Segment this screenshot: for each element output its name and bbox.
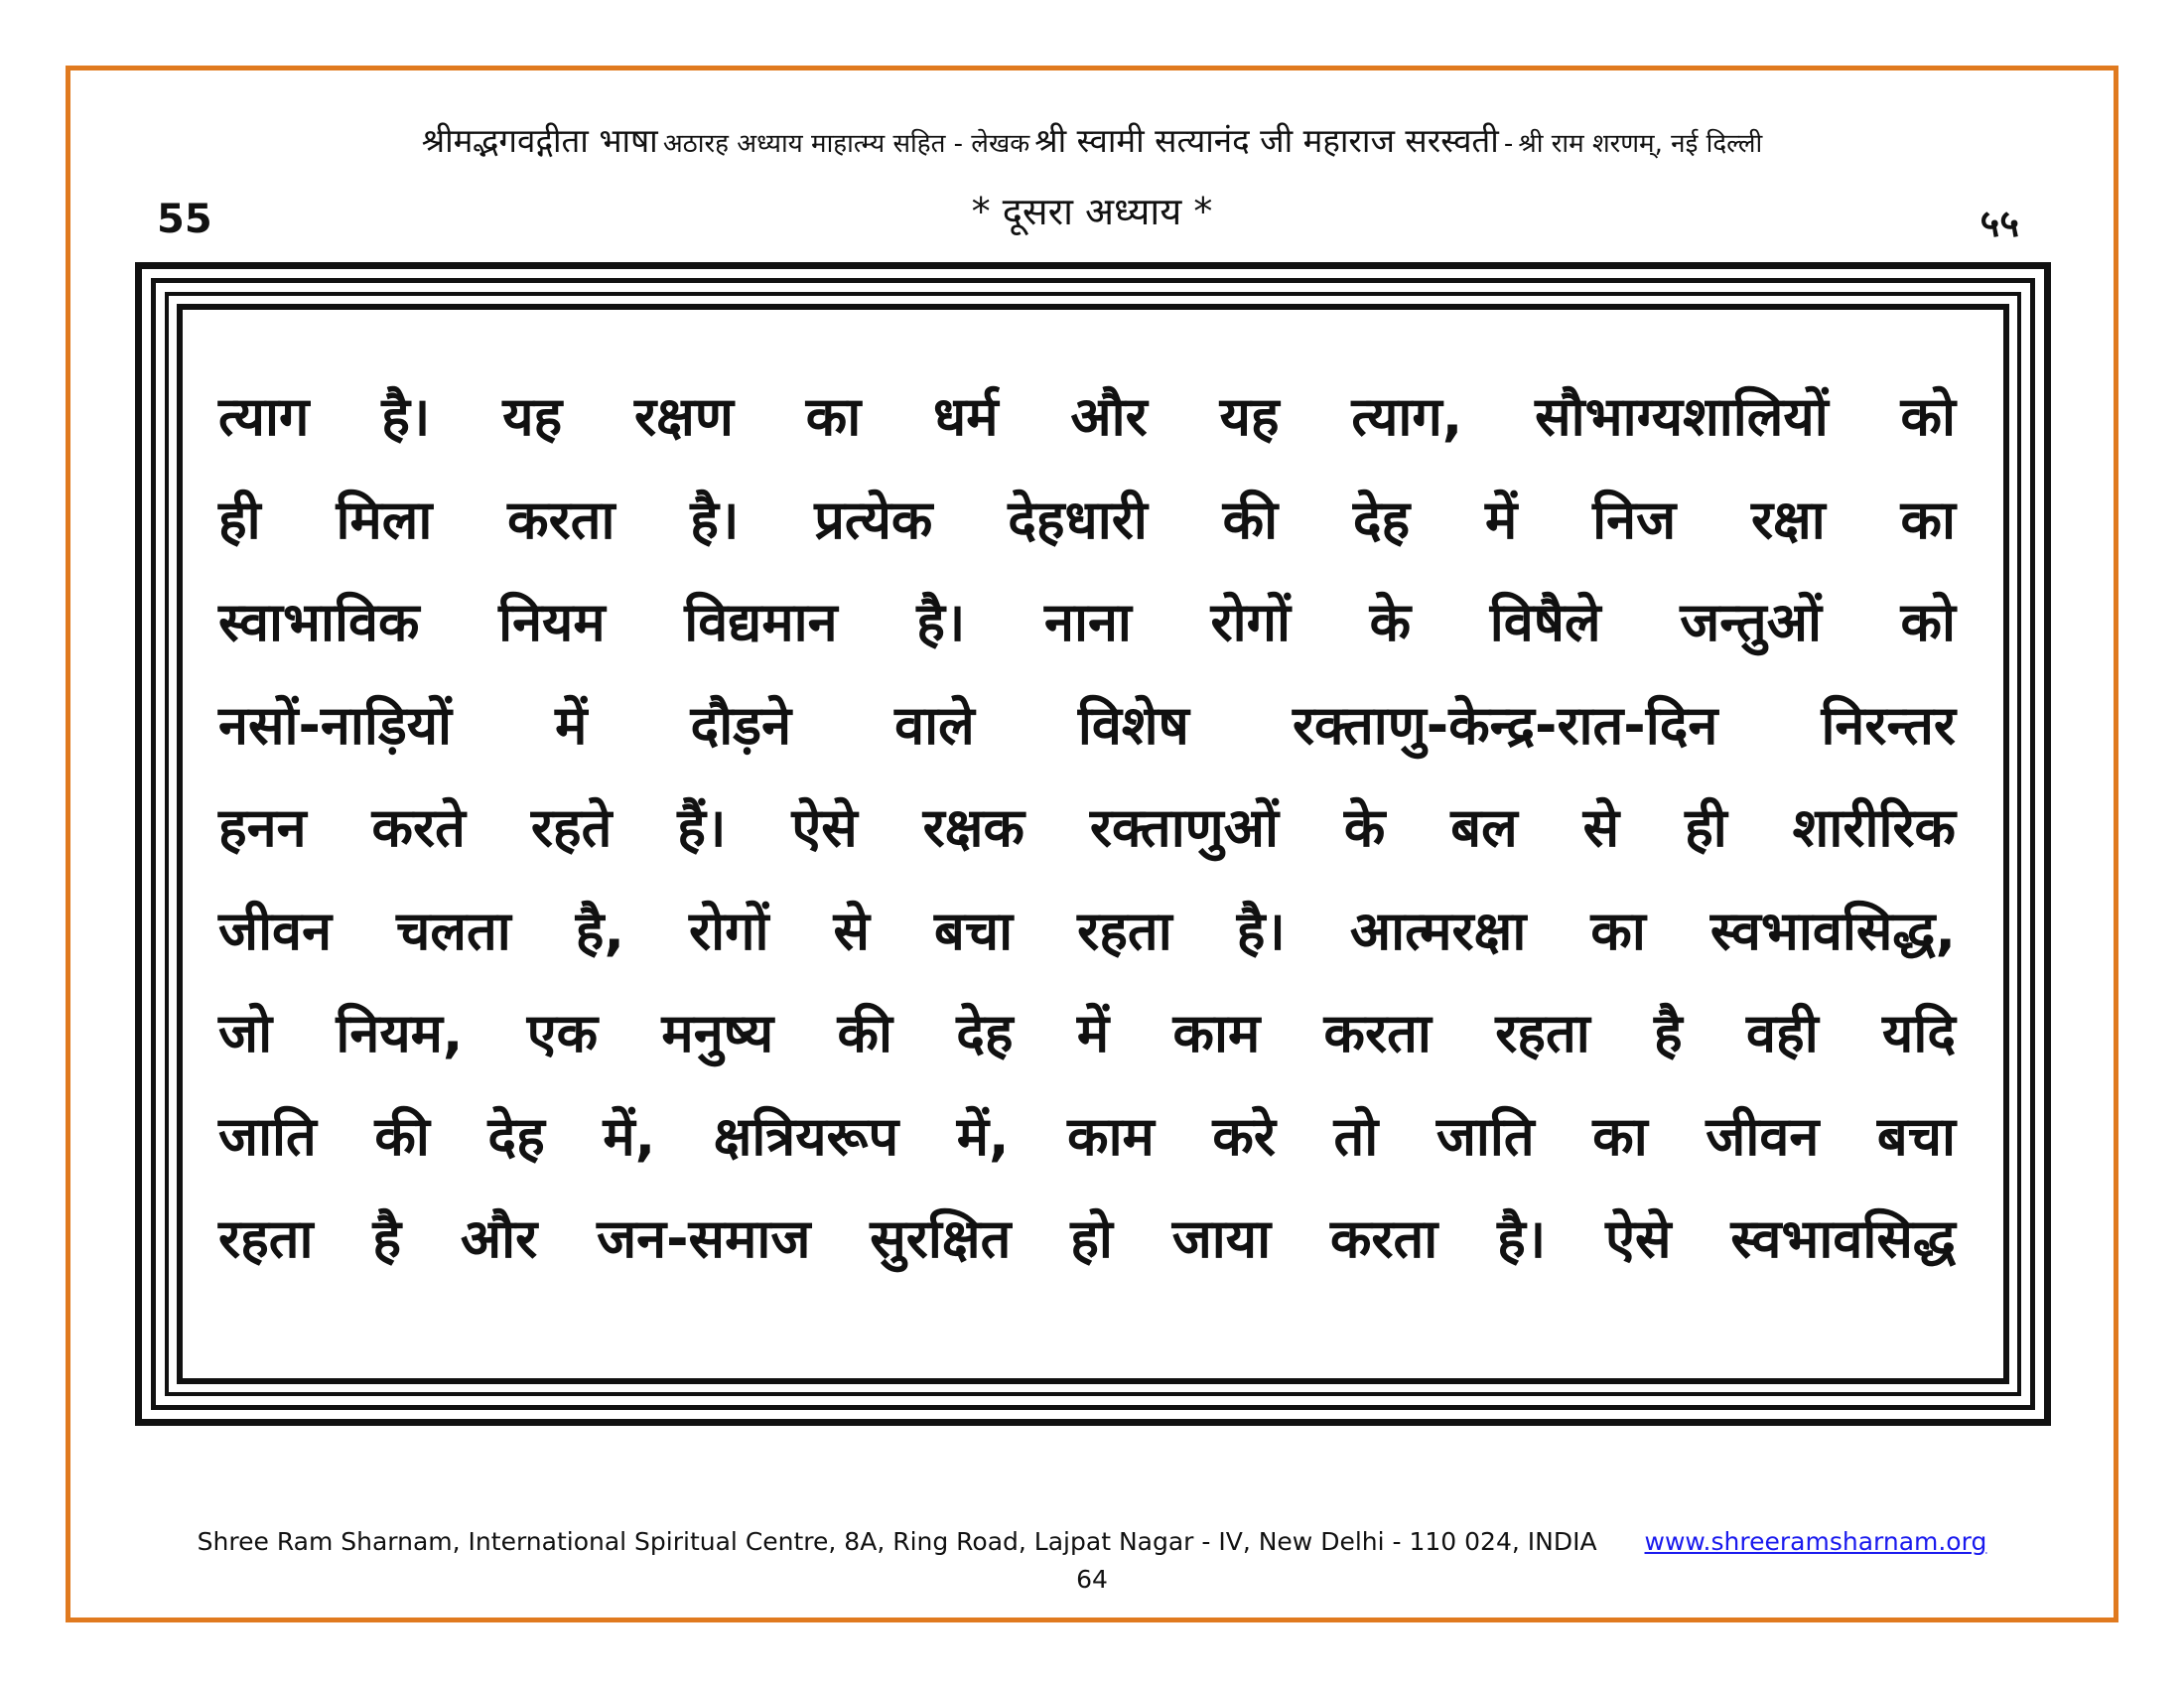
body-line: रहता है और जन-समाज सुरक्षित हो जाया करता है। ऐसे स्वभावसिद्ध — [218, 1207, 1956, 1270]
header-separator: - — [1503, 129, 1514, 159]
body-line: जाति की देह में, क्षत्रियरूप में, काम करे तो जाति का जीवन बचा — [218, 1104, 1956, 1168]
body-line: ही मिला करता है। प्रत्येक देहधारी की देह में निज रक्षा का — [218, 488, 1956, 551]
page-header — [99, 117, 2085, 162]
header-author: श्री स्वामी सत्यानंद जी महाराज सरस्वती — [1034, 121, 1499, 160]
footer-website-link[interactable]: www.shreeramsharnam.org — [1644, 1527, 1987, 1556]
header-title-main: श्रीमद्भगवद्गीता भाषा — [421, 121, 658, 160]
body-text — [218, 365, 1956, 1291]
body-line: नसों-नाड़ियों में दौड़ने वाले विशेष रक्ताणु-केन्द्र-रात-दिन निरन्तर — [218, 693, 1956, 757]
header-publisher: श्री राम शरणम्, नई दिल्ली — [1518, 129, 1763, 159]
footer-address: Shree Ram Sharnam, International Spiritual Centre, 8A, Ring Road, Lajpat Nagar - IV, New Delhi - 110 024, INDIA — [197, 1527, 1597, 1556]
header-title-sub: अठारह अध्याय माहात्म्य सहित - लेखक — [662, 129, 1030, 159]
body-line: त्याग है। यह रक्षण का धर्म और यह त्याग, सौभाग्यशालियों को — [218, 385, 1956, 448]
page-number-arabic: 55 — [157, 197, 212, 242]
body-line: जीवन चलता है, रोगों से बचा रहता है। आत्मरक्षा का स्वभावसिद्ध, — [218, 899, 1956, 962]
body-line: स्वाभाविक नियम विद्यमान है। नाना रोगों के विषैले जन्तुओं को — [218, 591, 1956, 653]
chapter-title: * दूसरा अध्याय * — [971, 190, 1213, 233]
page-number-devanagari: ५५ — [1979, 202, 2019, 245]
page-footer — [0, 1527, 2184, 1556]
footer-page-number: 64 — [1076, 1565, 1108, 1594]
body-line: हनन करते रहते हैं। ऐसे रक्षक रक्ताणुओं के बल से ही शारीरिक — [218, 796, 1956, 859]
body-line: जो नियम, एक मनुष्य की देह में काम करता रहता है वही यदि — [218, 1002, 1956, 1064]
